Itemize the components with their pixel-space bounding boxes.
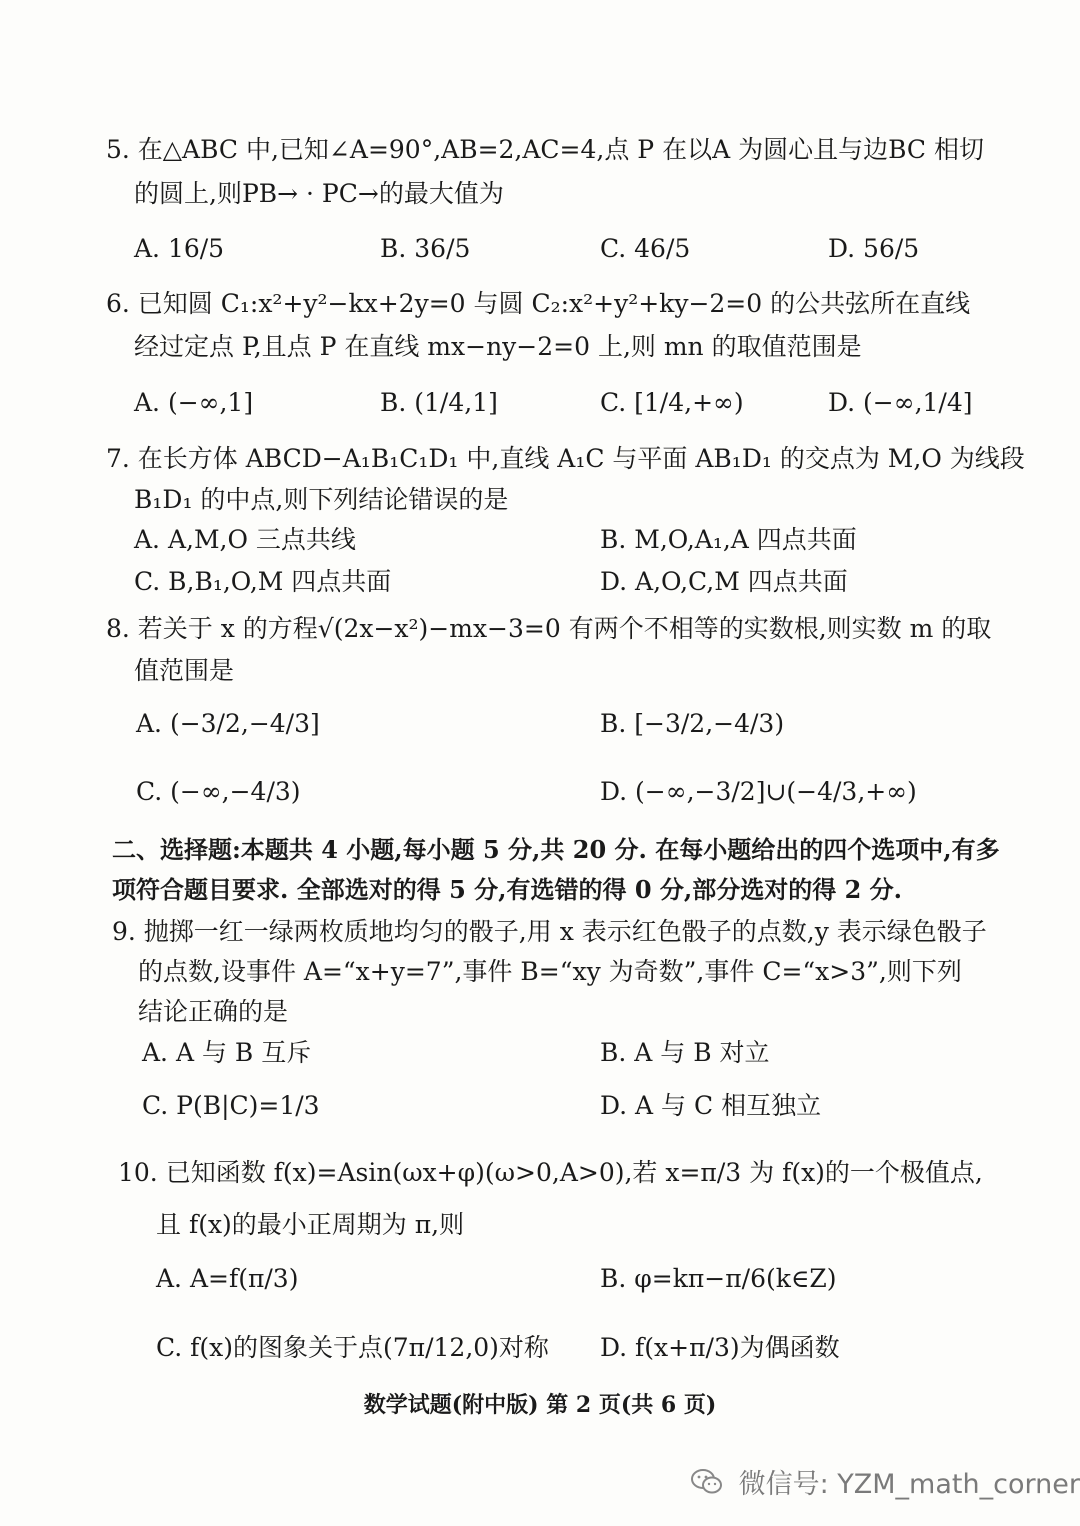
- q10-line1: 10. 已知函数 f(x)=Asin(ωx+φ)(ω>0,A>0),若 x=π/3 为 f(x)的一个极值点,: [118, 1158, 983, 1187]
- q9-option-a: A. A 与 B 互斥: [142, 1038, 312, 1067]
- q6-option-a: A. (−∞,1]: [134, 388, 254, 417]
- q7-option-c: C. B,B₁,O,M 四点共面: [134, 567, 392, 596]
- q7-option-d: D. A,O,C,M 四点共面: [600, 567, 848, 596]
- q6-option-d: D. (−∞,1/4]: [828, 388, 973, 417]
- q10-option-d: D. f(x+π/3)为偶函数: [600, 1333, 840, 1362]
- q10-option-a: A. A=f(π/3): [156, 1264, 299, 1293]
- q6-option-b: B. (1/4,1]: [380, 388, 498, 417]
- q9-line2: 的点数,设事件 A=“x+y=7”,事件 B=“xy 为奇数”,事件 C=“x>3”,则下列: [138, 957, 962, 986]
- q8-option-b: B. [−3/2,−4/3): [600, 709, 785, 738]
- q10-option-c: C. f(x)的图象关于点(7π/12,0)对称: [156, 1333, 549, 1362]
- q6-line1: 6. 已知圆 C₁:x²+y²−kx+2y=0 与圆 C₂:x²+y²+ky−2=0 的公共弦所在直线: [106, 289, 971, 318]
- q10-line2: 且 f(x)的最小正周期为 π,则: [156, 1210, 465, 1239]
- q8-line1: 8. 若关于 x 的方程√(2x−x²)−mx−3=0 有两个不相等的实数根,则实数 m 的取: [106, 614, 992, 643]
- q5-line1: 5. 在△ABC 中,已知∠A=90°,AB=2,AC=4,点 P 在以A 为圆心且与边BC 相切: [106, 135, 984, 164]
- q8-option-c: C. (−∞,−4/3): [136, 777, 301, 806]
- watermark: [690, 1462, 1080, 1504]
- q5-line2: 的圆上,则PB→ · PC→的最大值为: [134, 179, 504, 208]
- q9-option-c: C. P(B|C)=1/3: [142, 1091, 320, 1120]
- watermark-text: 微信号: YZM_math_corner: [738, 1469, 1080, 1500]
- q9-line3: 结论正确的是: [138, 997, 289, 1026]
- q8-option-a: A. (−3/2,−4/3]: [136, 709, 320, 738]
- q7-option-a: A. A,M,O 三点共线: [134, 525, 356, 554]
- q9-option-b: B. A 与 B 对立: [600, 1038, 770, 1067]
- q7-line1: 7. 在长方体 ABCD−A₁B₁C₁D₁ 中,直线 A₁C 与平面 AB₁D₁ 的交点为 M,O 为线段: [106, 444, 1025, 473]
- wechat-icon: [690, 1467, 724, 1504]
- q6-option-c: C. [1/4,+∞): [600, 388, 744, 417]
- q5-option-c: C. 46/5: [600, 234, 691, 263]
- q6-line2: 经过定点 P,且点 P 在直线 mx−ny−2=0 上,则 mn 的取值范围是: [134, 332, 862, 361]
- page-footer: 数学试题(附中版) 第 2 页(共 6 页): [363, 1392, 717, 1418]
- q10-option-b: B. φ=kπ−π/6(k∈Z): [600, 1264, 837, 1293]
- q9-option-d: D. A 与 C 相互独立: [600, 1091, 822, 1120]
- q7-option-b: B. M,O,A₁,A 四点共面: [600, 525, 857, 554]
- section2-line2: 项符合题目要求. 全部选对的得 5 分,有选错的得 0 分,部分选对的得 2 分.: [112, 875, 903, 904]
- q7-line2: B₁D₁ 的中点,则下列结论错误的是: [134, 485, 509, 514]
- q9-line1: 9. 抛掷一红一绿两枚质地均匀的骰子,用 x 表示红色骰子的点数,y 表示绿色骰子: [112, 917, 987, 946]
- q5-option-a: A. 16/5: [134, 234, 225, 263]
- q8-line2: 值范围是: [134, 656, 235, 685]
- q5-option-b: B. 36/5: [380, 234, 471, 263]
- q5-option-d: D. 56/5: [828, 234, 920, 263]
- section2-line1: 二、选择题:本题共 4 小题,每小题 5 分,共 20 分. 在每小题给出的四个选项中,有多: [112, 835, 1000, 864]
- q8-option-d: D. (−∞,−3/2]∪(−4/3,+∞): [600, 777, 917, 806]
